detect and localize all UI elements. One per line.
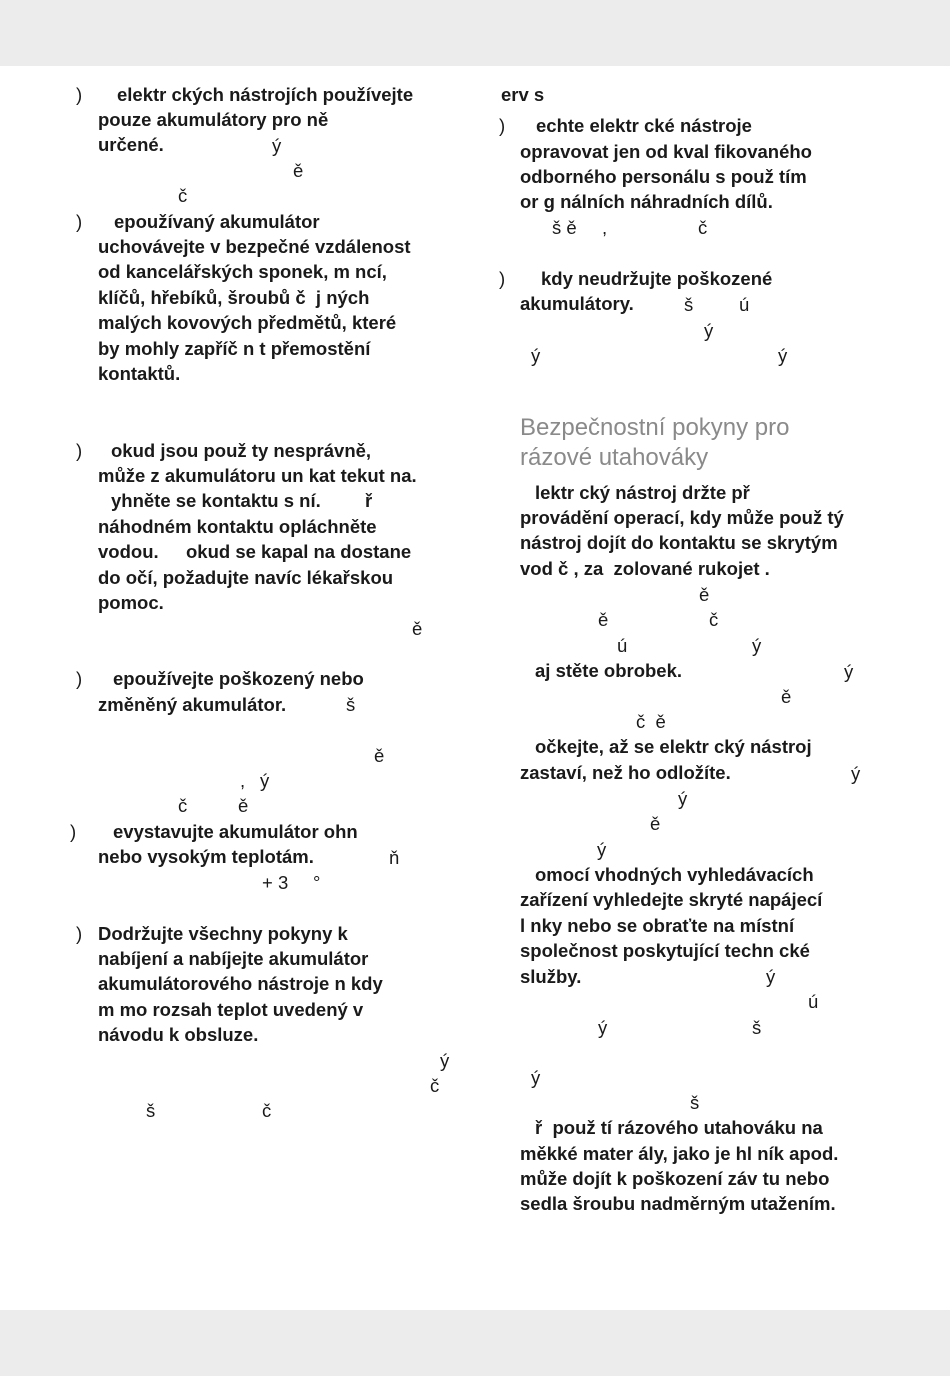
list-marker: ) xyxy=(76,440,83,461)
page-header-band xyxy=(0,0,950,66)
glyph-fragment: , xyxy=(602,217,608,238)
glyph-fragment: š xyxy=(146,1100,156,1121)
text-line: očkejte, až se elektr cký nástroj xyxy=(535,736,812,757)
text-line: malých kovových předmětů, které xyxy=(98,312,397,333)
glyph-fragment: ý xyxy=(678,788,688,809)
text-line: ř xyxy=(365,490,373,511)
text-line: odborného personálu s použ tím xyxy=(520,166,807,187)
text-line: l nky nebo se obraťte na místní xyxy=(520,915,795,936)
list-marker: ) xyxy=(70,821,77,842)
text-line: může dojít k poškození záv tu nebo xyxy=(520,1168,830,1189)
text-line: do očí, požadujte navíc lékařskou xyxy=(98,567,394,588)
text-line: kdy neudržujte poškozené xyxy=(541,268,773,289)
glyph-fragment: ý xyxy=(778,345,788,366)
text-line: omocí vhodných vyhledávacích xyxy=(535,864,814,885)
glyph-fragment: ý xyxy=(272,135,282,156)
glyph-fragment: č ě xyxy=(636,711,666,732)
text-line: elektr ckých nástrojích používejte xyxy=(117,84,414,105)
text-line: zařízení vyhledejte skryté napájecí xyxy=(520,889,823,910)
text-line: pomoc. xyxy=(98,592,164,613)
text-line: vodou. xyxy=(98,541,159,562)
text-line: or g nálních náhradních dílů. xyxy=(520,191,773,212)
glyph-fragment: ú xyxy=(617,635,628,656)
text-line: provádění operací, kdy může použ tý xyxy=(520,507,844,528)
section-label: erv s xyxy=(501,84,545,105)
text-line: společnost poskytující techn cké xyxy=(520,940,810,961)
text-line: akumulátory. xyxy=(520,293,634,314)
text-line: sedla šroubu nadměrným utažením. xyxy=(520,1193,836,1214)
list-marker: ) xyxy=(76,668,83,689)
glyph-fragment: š xyxy=(752,1017,762,1038)
glyph-fragment: ě xyxy=(293,160,304,181)
text-line: pouze akumulátory pro ně xyxy=(98,109,329,130)
text-line: ř použ tí rázového utahováku na xyxy=(535,1117,823,1138)
text-line: okud se kapal na dostane xyxy=(186,541,412,562)
section-heading: rázové utahováky xyxy=(520,444,709,471)
text-line: akumulátorového nástroje n kdy xyxy=(98,973,383,994)
text-line: opravovat jen od kval fikovaného xyxy=(520,141,812,162)
section-heading: Bezpečnostní pokyny pro xyxy=(520,414,790,441)
text-line: služby. xyxy=(520,966,582,987)
glyph-fragment: ú xyxy=(739,294,750,315)
glyph-fragment: ý xyxy=(704,320,714,341)
page-footer-band xyxy=(0,1310,950,1376)
glyph-fragment: + 3 xyxy=(262,872,289,893)
glyph-fragment: ě xyxy=(238,795,249,816)
glyph-fragment: ý xyxy=(531,345,541,366)
list-marker: ) xyxy=(76,211,83,232)
glyph-fragment: č xyxy=(178,185,188,206)
text-line: návodu k obsluze. xyxy=(98,1024,259,1045)
glyph-fragment: ě xyxy=(374,745,385,766)
text-line: náhodném kontaktu opláchněte xyxy=(98,516,377,537)
text-line: nabíjení a nabíjejte akumulátor xyxy=(98,948,369,969)
glyph-fragment: ě xyxy=(781,686,792,707)
text-line: klíčů, hřebíků, šroubů č j ných xyxy=(98,287,370,308)
glyph-fragment: ý xyxy=(531,1067,541,1088)
text-line: změněný akumulátor. xyxy=(98,694,287,715)
text-line: kontaktů. xyxy=(98,363,181,384)
text-line: od kancelářských sponek, m ncí, xyxy=(98,261,387,282)
text-line: Dodržujte všechny pokyny k xyxy=(98,923,348,944)
list-marker: ) xyxy=(499,115,506,136)
glyph-fragment: ý xyxy=(440,1050,450,1071)
glyph-fragment: ě xyxy=(650,813,661,834)
glyph-fragment: č xyxy=(262,1100,272,1121)
text-line: nebo vysokým teplotám. xyxy=(98,846,314,867)
glyph-fragment: ý xyxy=(260,770,270,791)
text-line: okud jsou použ ty nesprávně, xyxy=(111,440,372,461)
glyph-fragment: š xyxy=(684,294,694,315)
text-line: by mohly zapříč n t přemostění xyxy=(98,338,371,359)
text-line: zastaví, než ho odložíte. xyxy=(520,762,731,783)
glyph-fragment: ° xyxy=(313,872,321,893)
text-line: vod č , za zolované rukojet . xyxy=(520,558,770,579)
text-line: evystavujte akumulátor ohn xyxy=(113,821,358,842)
glyph-fragment: , xyxy=(240,770,246,791)
glyph-fragment: ň xyxy=(389,847,400,868)
glyph-fragment: č xyxy=(698,217,708,238)
text-line: nástroj dojít do kontaktu se skrytým xyxy=(520,532,838,553)
text-line: echte elektr cké nástroje xyxy=(536,115,752,136)
glyph-fragment: ý xyxy=(597,839,607,860)
glyph-fragment: ý xyxy=(844,661,854,682)
list-marker: ) xyxy=(76,923,83,944)
glyph-fragment: ě xyxy=(412,618,423,639)
glyph-fragment: ý xyxy=(752,635,762,656)
glyph-fragment: š ě xyxy=(552,217,577,238)
glyph-fragment: š xyxy=(690,1092,700,1113)
text-line: aj stěte obrobek. xyxy=(535,660,683,681)
list-marker: ) xyxy=(76,84,83,105)
text-line: lektr cký nástroj držte př xyxy=(535,482,750,503)
glyph-fragment: ý xyxy=(598,1017,608,1038)
glyph-fragment: č xyxy=(430,1075,440,1096)
text-line: yhněte se kontaktu s ní. xyxy=(111,490,321,511)
glyph-fragment: ý xyxy=(851,763,861,784)
glyph-fragment: ú xyxy=(808,991,819,1012)
glyph-fragment: č xyxy=(709,609,719,630)
text-line: epoužívaný akumulátor xyxy=(114,211,320,232)
glyph-fragment: č xyxy=(178,795,188,816)
glyph-fragment: ý xyxy=(766,966,776,987)
glyph-fragment: ě xyxy=(699,584,710,605)
text-line: epoužívejte poškozený nebo xyxy=(113,668,364,689)
text-line: uchovávejte v bezpečné vzdálenost xyxy=(98,236,411,257)
text-line: měkké mater ály, jako je hl ník apod. xyxy=(520,1143,839,1164)
glyph-fragment: ě xyxy=(598,609,609,630)
text-line: m mo rozsah teplot uvedený v xyxy=(98,999,364,1020)
list-marker: ) xyxy=(499,268,506,289)
glyph-fragment: š xyxy=(346,694,356,715)
text-line: určené. xyxy=(98,134,164,155)
text-line: může z akumulátoru un kat tekut na. xyxy=(98,465,417,486)
